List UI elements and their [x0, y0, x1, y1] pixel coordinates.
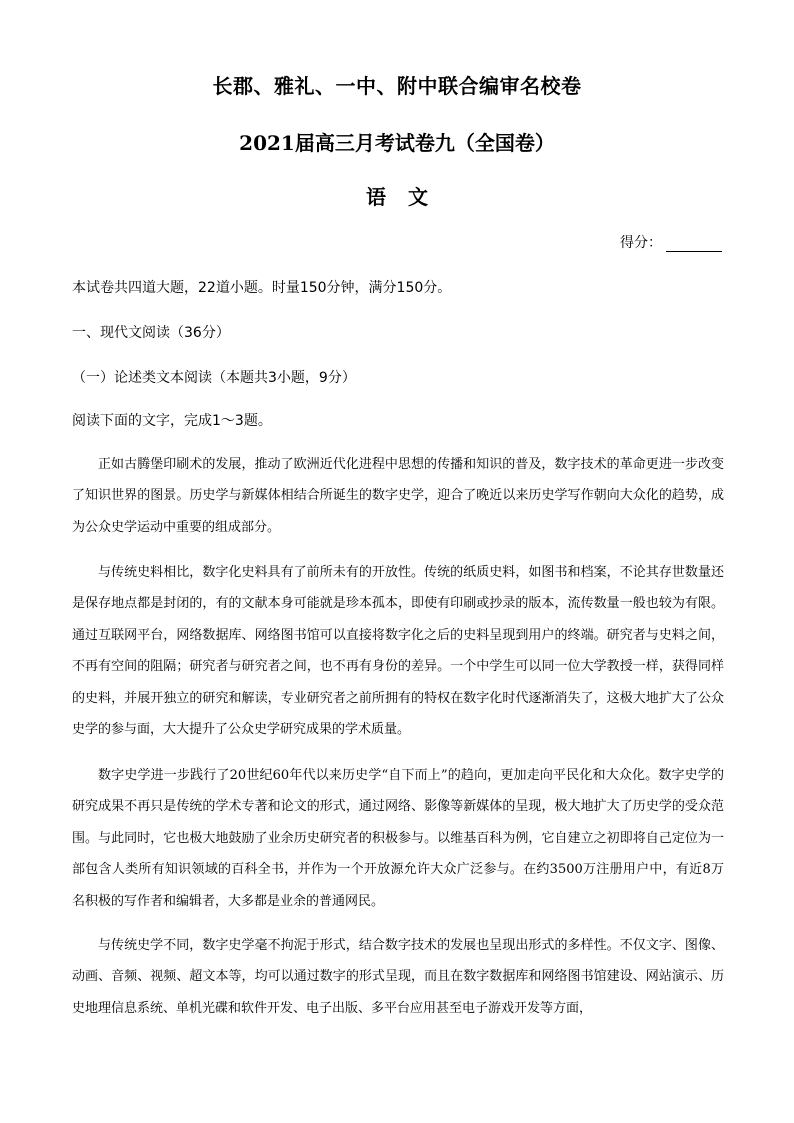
- exam-instructions: 本试卷共四道大题，22道小题。时量150分钟，满分150分。: [72, 280, 452, 296]
- score-label: 得分：: [620, 235, 662, 251]
- subject-title: 语文: [366, 185, 450, 209]
- subsection-heading: （一）论述类文本阅读（本题共3小题，9分）: [72, 370, 356, 386]
- passage-paragraph: 与传统史料相比，数字化史料具有了前所未有的开放性。传统的纸质史料，如图书和档案，不论其存世数量还是保存地点都是封闭的，有的文献本身可能就是珍本孤本，即使有印刷或抄录的版本，流传数量一般也较为有限。通过互联网平台，网络数据库、网络图书馆可以直接将数字化之后的史料呈现到用户的终端。研究者与史料之间，不再有空间的阻隔；研究者与研究者之间，也不再有身份的差异。一个中学生可以同一位大学教授一样，获得同样的史料，并展开独立的研究和解读，专业研究者之前所拥有的特权在数字化时代逐渐消失了，这极大地扩大了公众史学的参与面，大大提升了公众史学研究成果的学术质量。: [72, 565, 724, 738]
- reading-prompt: 阅读下面的文字，完成1～3题。: [72, 413, 272, 429]
- exam-series-title: 长郡、雅礼、一中、附中联合编审名校卷: [212, 74, 582, 98]
- passage-paragraph: 数字史学进一步践行了20世纪60年代以来历史学“自下而上”的趋向，更加走向平民化和大众化。数字史学的研究成果不再只是传统的学术专著和论文的形式，通过网络、影像等新媒体的呈现，极大地扩大了历史学的受众范围。与此同时，它也极大地鼓励了业余历史研究者的积极参与。以维基百科为例，它自建立之初即将自己定位为一部包含人类所有知识领域的百科全书，并作为一个开放源允许大众广泛参与。在约3500万注册用户中，有近8万名积极的写作者和编辑者，大多都是业余的普通网民。: [72, 768, 724, 909]
- score-blank: [666, 237, 722, 252]
- score-field: [620, 232, 722, 252]
- passage-paragraph: 与传统史学不同，数字史学毫不拘泥于形式，结合数字技术的发展也呈现出形式的多样性。不仅文字、图像、动画、音频、视频、超文本等，均可以通过数字的形式呈现，而且在数字数据库和网络图书馆建设、网站演示、历史地理信息系统、单机光碟和软件开发、电子出版、多平台应用甚至电子游戏开发等方面，: [72, 938, 724, 1016]
- exam-title: 2021届高三月考试卷九（全国卷）: [239, 131, 555, 155]
- section-heading: 一、现代文阅读（36分）: [72, 325, 230, 341]
- passage-paragraph: 正如古腾堡印刷术的发展，推动了欧洲近代化进程中思想的传播和知识的普及，数字技术的革命更进一步改变了知识世界的图景。历史学与新媒体相结合所诞生的数字史学，迎合了晚近以来历史学写作朝向大众化的趋势，成为公众史学运动中重要的组成部分。: [72, 457, 724, 535]
